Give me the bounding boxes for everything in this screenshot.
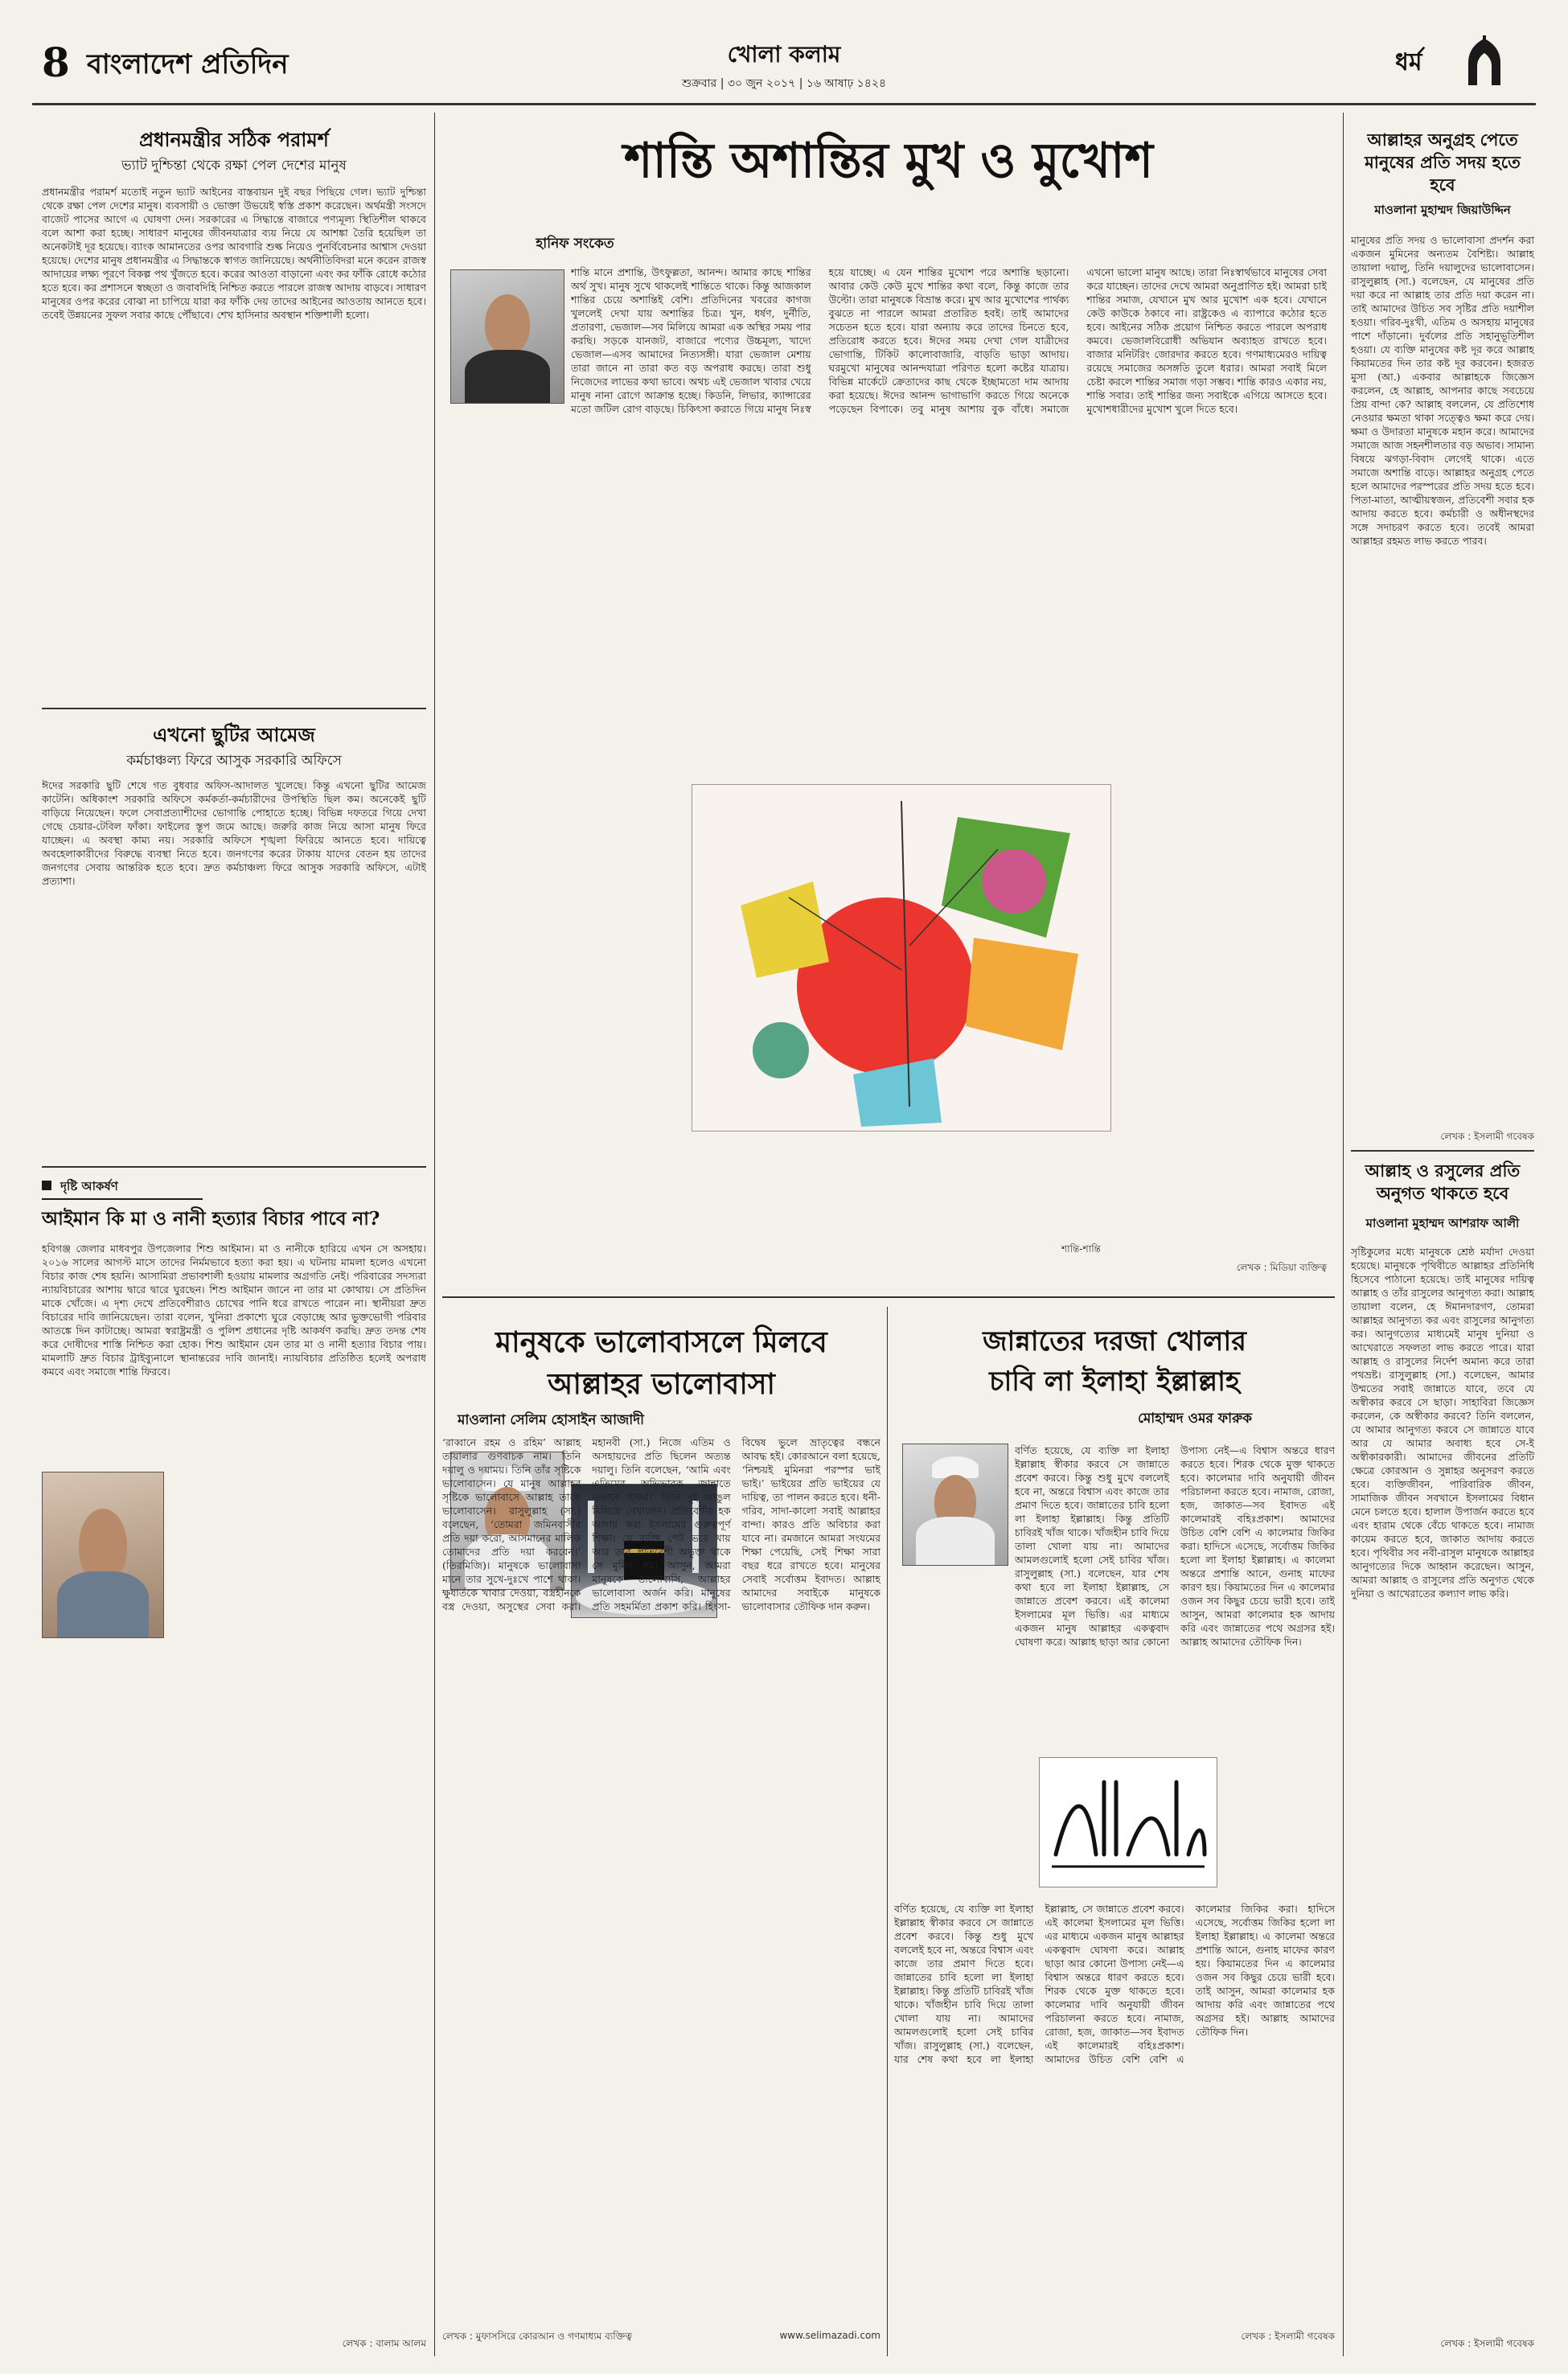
section-divider: [42, 1166, 426, 1168]
section-divider: [1351, 1150, 1534, 1152]
section-name: খোলা কলাম: [727, 41, 841, 68]
article-credit: লেখক : মুফাসসিরে কোরআন ও গণমাধ্যম ব্যক্তিত্ব: [442, 2331, 632, 2342]
feature-body: শান্তি মানে প্রশান্তি, উৎফুল্লতা, আনন্দ। আমার কাছে শান্তির অর্থ সুখ। মানুষ সুখে থাকলেই শান্তিতে থাকে। কিন্তু আজকাল শান্তির চেয়ে অশান্তিই বেশি। প্রতিদিনের খবরের কাগজ খুললেই দেখা যায় অশান্তির চিত্র। খুন, ধর্ষণ, দুর্নীতি, প্রতারণা, ভেজাল—সব মিলিয়ে আমরা এক অস্থির সময় পার করছি। সড়কে যানজট, বাজারে পণ্যের উচ্চমূল্য, খাদ্যে ভেজাল—এসব আমাদের নিত্যসঙ্গী। যারা ভেজাল মেশায় তারা জানে না তারা কত বড় অপরাধ করছে। তারা শুধু নিজেদের লাভের কথা ভাবে। অথচ এই ভেজাল খাবার খেয়ে মানুষ নানা রোগে আক্রান্ত হচ্ছে। কিডনি, লিভার, ক্যান্সারের মতো জটিল রোগ বাড়ছে। চিকিৎসা করাতে গিয়ে মানুষ নিঃস্ব হয়ে যাচ্ছে। এ যেন শান্তির মুখোশ পরে অশান্তি ছড়ানো। আবার কেউ কেউ মুখে শান্তির কথা বলে, কিন্তু কাজে তার উল্টো। তারা মানুষকে বিভ্রান্ত করে। মুখ আর মুখোশের পার্থক্য বুঝতে না পারলে আমরা প্রতারিত হবই। তাই আমাদের সচেতন হতে হবে। যারা অন্যায় করে তাদের চিনতে হবে, প্রতিরোধ করতে হবে। ঈদের সময় দেখা গেল যাত্রীদের ভোগান্তি, টিকিট কালোবাজারি, বাড়তি ভাড়া আদায়। ঘরমুখো মানুষের আনন্দযাত্রা পরিণত হলো কষ্টের যাত্রায়। বিভিন্ন মার্কেটে ক্রেতাদের কাছ থেকে ইচ্ছামতো দাম আদায় করা হয়েছে। ঈদের আনন্দ ভাগাভাগি করতে গিয়ে অনেকে পড়েছেন বিপাকে। তবু মানুষ আশায় বুক বাঁধে। সমাজে এখনো ভালো মানুষ আছে। তারা নিঃস্বার্থভাবে মানুষের সেবা করে যাচ্ছেন। তাদের দেখে আমরা অনুপ্রাণিত হই। আমরা চাই শান্তির সমাজ, যেখানে মুখ আর মুখোশ এক হবে। যেখানে কেউ কাউকে ঠকাবে না। রাষ্ট্রকেও এ ব্যাপারে কঠোর হতে হবে। আইনের সঠিক প্রয়োগ নিশ্চিত করতে পারলে অপরাধ কমবে। ভেজালবিরোধী অভিযান অব্যাহত রাখতে হবে। বাজার মনিটরিং জোরদার করতে হবে। গণমাধ্যমেরও দায়িত্ব রয়েছে সমাজের অসঙ্গতি তুলে ধরার। আমরা সবাই মিলে চেষ্টা করলে শান্তির সমাজ গড়া সম্ভব। শান্তি কারও একার নয়, শান্তি সবার। তাই শান্তির জন্য সবাইকে এগিয়ে আসতে হবে। মুখোশধারীদের মুখোশ খুলে দিতে হবে।: [571, 266, 1327, 415]
author-photo: [902, 1444, 1008, 1566]
article-credit: লেখক : ইসলামী গবেষক: [1440, 2338, 1534, 2349]
article-headline: আইমান কি মা ও নানী হত্যার বিচার পাবে না?: [42, 1208, 380, 1230]
left-column: [42, 121, 426, 2356]
article-headline: চাবি লা ইলাহা ইল্লাল্লাহ: [989, 1366, 1240, 1398]
kalima-article: [894, 1307, 1335, 2356]
right-column-divider: [1343, 113, 1344, 2356]
article-credit: লেখক : ইসলামী গবেষক: [1440, 1131, 1534, 1142]
kicker-text: দৃষ্টি আকর্ষণ: [60, 1179, 118, 1193]
article-headline: আল্লাহ ও রসুলের প্রতি অনুগত থাকতে হবে: [1365, 1160, 1521, 1203]
masthead-rule: [32, 103, 1536, 105]
article-headline: এখনো ছুটির আমেজ: [153, 723, 315, 746]
article-body: বর্ণিত হয়েছে, যে ব্যক্তি লা ইলাহা ইল্লাল্লাহ স্বীকার করবে সে জান্নাতে প্রবেশ করবে। কিন্তু শুধু মুখে বললেই হবে না, অন্তরে বিশ্বাস এবং কাজে তার প্রমাণ দিতে হবে। জান্নাতের চাবি হলো লা ইলাহা ইল্লাল্লাহ। কিন্তু প্রতিটি চাবিরই খাঁজ থাকে। খাঁজহীন চাবি দিয়ে তালা খোলা যায় না। আমাদের আমলগুলোই হলো সেই চাবির খাঁজ। রাসুলুল্লাহ (সা.) বলেছেন, যার শেষ কথা হবে লা ইলাহা ইল্লাল্লাহ, সে জান্নাতে প্রবেশ করবে। এই কালেমা ইসলামের মূল ভিত্তি। এর মাধ্যমে একজন মানুষ আল্লাহর একত্ববাদ ঘোষণা করে। আল্লাহ ছাড়া আর কোনো উপাস্য নেই—এ বিশ্বাস অন্তরে ধারণ করতে হবে। শিরক থেকে মুক্ত থাকতে হবে। কালেমার দাবি অনুযায়ী জীবন পরিচালনা করতে হবে। নামাজ, রোজা, হজ, জাকাত—সব ইবাদত এই কালেমারই বহিঃপ্রকাশ। আমাদের উচিত বেশি বেশি এ কালেমার জিকির করা। হাদিসে এসেছে, সর্বোত্তম জিকির হলো লা ইলাহা ইল্লাল্লাহ। এ কালেমা অন্তরে প্রশান্তি আনে, গুনাহ মাফের কারণ হয়। কিয়ামতের দিন এ কালেমার ওজন সব কিছুর চেয়ে ভারী হবে। তাই আসুন, আমরা কালেমার হক আদায় করি এবং জান্নাতের পথে অগ্রসর হই। আল্লাহ আমাদের তৌফিক দিন।: [1015, 1444, 1335, 1648]
right-column: [1351, 121, 1534, 2356]
article-author: মাওলানা মুহাম্মদ আশরাফ আলী: [1365, 1216, 1520, 1230]
article-headline: আল্লাহর অনুগ্রহ পেতে মানুষের প্রতি সদয় হতে হবে: [1365, 129, 1521, 195]
article-headline: আল্লাহর ভালোবাসা: [548, 1367, 775, 1401]
bottom-articles-divider: [887, 1307, 888, 2356]
left-column-divider: [434, 113, 435, 2356]
article-author: মোহাম্মদ ওমর ফারুক: [1137, 1411, 1253, 1427]
mosque-icon: [1462, 35, 1507, 87]
article-body-text: বর্ণিত হয়েছে, যে ব্যক্তি লা ইলাহা ইল্লাল্লাহ স্বীকার করবে সে জান্নাতে প্রবেশ করবে। কিন্তু শুধু মুখে বললেই হবে না, অন্তরে বিশ্বাস এবং কাজে তার প্রমাণ দিতে হবে। জান্নাতের চাবি হলো লা ইলাহা ইল্লাল্লাহ। কিন্তু প্রতিটি চাবিরই খাঁজ থাকে। খাঁজহীন চাবি দিয়ে তালা খোলা যায় না। আমাদের আমলগুলোই হলো সেই চাবির খাঁজ। রাসুলুল্লাহ (সা.) বলেছেন, যার শেষ কথা হবে লা ইলাহা ইল্লাল্লাহ, সে জান্নাতে প্রবেশ করবে। এই কালেমা ইসলামের মূল ভিত্তি। এর মাধ্যমে একজন মানুষ আল্লাহর একত্ববাদ ঘোষণা করে। আল্লাহ ছাড়া আর কোনো উপাস্য নেই—এ বিশ্বাস অন্তরে ধারণ করতে হবে। শিরক থেকে মুক্ত থাকতে হবে। কালেমার দাবি অনুযায়ী জীবন পরিচালনা করতে হবে। নামাজ, রোজা, হজ, জাকাত—সব ইবাদত এই কালেমারই বহিঃপ্রকাশ। আমাদের উচিত বেশি বেশি এ কালেমার জিকির করা। হাদিসে এসেছে, সর্বোত্তম জিকির হলো লা ইলাহা ইল্লাল্লাহ। এ কালেমা অন্তরে প্রশান্তি আনে, গুনাহ মাফের কারণ হয়। কিয়ামতের দিন এ কালেমার ওজন সব কিছুর চেয়ে ভারী হবে। তাই আসুন, আমরা কালেমার হক আদায় করি এবং জান্নাতের পথে অগ্রসর হই। আল্লাহ আমাদের তৌফিক দিন।: [894, 1903, 1335, 2065]
article-body: প্রধানমন্ত্রীর পরামর্শ মতোই নতুন ভ্যাট আইনের বাস্তবায়ন দুই বছর পিছিয়ে গেল। ভ্যাট দুশ্চিন্তা থেকে রক্ষা পেল দেশের মানুষ। ব্যবসায়ী ও ভোক্তা উভয়েই স্বস্তি প্রকাশ করেছেন। অর্থমন্ত্রী সংসদে বাজেট পাসের আগে এ ঘোষণা দেন। সরকারের এ সিদ্ধান্তে বাজারে পণ্যমূল্য স্থিতিশীল থাকবে বলে আশা করা হচ্ছে। সাধারণ মানুষের জীবনযাত্রার ব্যয় নিয়ে যে আশঙ্কা তৈরি হয়েছিল তা অনেকটাই দূর হয়েছে। ব্যাংক আমানতের ওপর আবগারি শুল্ক নিয়েও পুনর্বিবেচনার আশ্বাস দেওয়া হয়েছে। দেশের মানুষ প্রধানমন্ত্রীর এ সিদ্ধান্তকে স্বাগত জানিয়েছে। অর্থনীতিবিদরা মনে করেন রাজস্ব আদায়ের লক্ষ্য পূরণে বিকল্প পথ খুঁজতে হবে। করের আওতা বাড়ানো এবং কর ফাঁকি রোধে কঠোর হতে হবে। কর প্রশাসনে স্বচ্ছতা ও জবাবদিহি নিশ্চিত করতে পারলে রাজস্ব আদায় বাড়বে। সাধারণ মানুষের ওপর করের বোঝা না চাপিয়ে যারা কর ফাঁকি দেয় তাদের আইনের আওতায় আনতে হবে। তবেই উন্নয়নের সুফল সবার কাছে পৌঁছাবে। শেখ হাসিনার অবস্থান শক্তিশালী হলো।: [42, 186, 426, 321]
author-photo: [450, 269, 564, 404]
article-author: মাওলানা মুহাম্মদ জিয়াউদ্দিন: [1374, 203, 1511, 217]
article-headline: জান্নাতের দরজা খোলার: [983, 1325, 1246, 1357]
kicker-label: [42, 1177, 203, 1200]
masthead: [0, 0, 1568, 121]
article-body-continued: [894, 1902, 1335, 2320]
article-credit: লেখক : বালাম আলম: [342, 2338, 426, 2349]
article-body: ‘রাব্বানে রহম ও রহিম’ আল্লাহ তায়ালার গুণবাচক নাম। তিনি দয়ালু ও দয়াময়। তিনি তাঁর সৃষ্টিকে ভালোবাসেন। যে মানুষ আল্লাহর সৃষ্টিকে ভালোবাসে আল্লাহ তাকে ভালোবাসেন। রাসুলুল্লাহ (সা.) বলেছেন, ‘তোমরা জমিনবাসীর প্রতি দয়া করো, আসমানের মালিক তোমাদের প্রতি দয়া করবেন।’ (তিরমিজি)। মানুষকে ভালোবাসা মানে তার সুখে-দুঃখে পাশে থাকা। ক্ষুধার্তকে খাবার দেওয়া, বস্ত্রহীনকে বস্ত্র দেওয়া, অসুস্থের সেবা করা। মহানবী (সা.) নিজে এতিম ও অসহায়দের প্রতি ছিলেন অত্যন্ত দয়ালু। তিনি বলেছেন, ‘আমি এবং এতিমের অভিভাবক জান্নাতে এভাবে থাকব।’ তিনি দুই আঙুল মিলিয়ে দেখালেন। প্রতিবেশীর হক আদায় করা ইসলামের গুরুত্বপূর্ণ শিক্ষা। যে ব্যক্তি পেট ভরে খায় আর তার প্রতিবেশী অভুক্ত থাকে সে মুমিন নয়। আসুন, আমরা মানুষকে ভালোবাসি, আল্লাহর ভালোবাসা অর্জন করি। মানুষের প্রতি সহমর্মিতা প্রকাশ করি। হিংসা-বিদ্বেষ ভুলে ভ্রাতৃত্বের বন্ধনে আবদ্ধ হই। কোরআনে বলা হয়েছে, ‘নিশ্চয়ই মুমিনরা পরস্পর ভাই ভাই।’ ভাইয়ের প্রতি ভাইয়ের যে দায়িত্ব, তা পালন করতে হবে। ধনী-গরিব, সাদা-কালো সবাই আল্লাহর বান্দা। কারও প্রতি অবিচার করা যাবে না। রমজানে আমরা সংযমের শিক্ষা পেয়েছি, সেই শিক্ষা সারা বছর ধরে রাখতে হবে। মানুষের সেবাই সর্বোত্তম ইবাদত। আল্লাহ আমাদের সবাইকে মানুষকে ভালোবাসার তৌফিক দান করুন।: [442, 1436, 880, 1612]
feature-author: হানিফ সংকেত: [536, 236, 614, 252]
calligraphy-image: [1039, 1757, 1217, 1887]
article-website: www.selimazadi.com: [779, 2330, 880, 2341]
center-horizontal-divider: [442, 1296, 1335, 1298]
article-body: মানুষের প্রতি সদয় ও ভালোবাসা প্রদর্শন করা একজন মুমিনের অন্যতম বৈশিষ্ট্য। আল্লাহ তায়ালা দয়ালু, তিনি দয়ালুদের ভালোবাসেন। রাসুলুল্লাহ (সা.) বলেছেন, যে মানুষের প্রতি দয়া করে না আল্লাহ তার প্রতি দয়া করেন না। তাই আমাদের উচিত সব সৃষ্টির প্রতি দয়াশীল হওয়া। গরিব-দুঃখী, এতিম ও অসহায় মানুষের পাশে দাঁড়ানো। দুর্বলের প্রতি সহানুভূতিশীল হওয়া। যে ব্যক্তি মানুষের কষ্ট দূর করে আল্লাহ কিয়ামতের দিন তার কষ্ট দূর করবেন। হজরত মুসা (আ.) একবার আল্লাহকে জিজ্ঞেস করলেন, হে আল্লাহ, আপনার কাছে সবচেয়ে প্রিয় বান্দা কে? আল্লাহ বললেন, যে প্রতিশোধ নেওয়ার ক্ষমতা থাকা সত্ত্বেও ক্ষমা করে দেয়। ক্ষমা ও উদারতা মানুষকে মহান করে। আমাদের সমাজে আজ সহনশীলতার বড় অভাব। সামান্য বিষয়ে ঝগড়া-বিবাদ লেগেই থাকে। এতে সমাজে অশান্তি বাড়ে। আল্লাহর অনুগ্রহ পেতে হলে আমাদের পরস্পরের প্রতি সদয় হতে হবে। পিতা-মাতা, আত্মীয়স্বজন, প্রতিবেশী সবার হক আদায় করতে হবে। কর্মচারী ও অধীনস্থদের সঙ্গে সদাচরণ করতে হবে। তবেই আমরা আল্লাহর রহমত লাভ করতে পারব।: [1351, 234, 1534, 547]
article-body: সৃষ্টিকুলের মধ্যে মানুষকে শ্রেষ্ঠ মর্যাদা দেওয়া হয়েছে। মানুষকে পৃথিবীতে আল্লাহর প্রতিনিধি হিসেবে পাঠানো হয়েছে। তাই মানুষের দায়িত্ব আল্লাহ ও তাঁর রাসুলের আনুগত্য করা। আল্লাহ তায়ালা বলেন, হে ঈমানদারগণ, তোমরা আল্লাহর আনুগত্য কর এবং রাসুলের আনুগত্য কর। আনুগত্যের মাধ্যমেই মানুষ দুনিয়া ও আখেরাতে সফলতা লাভ করতে পারে। যারা আল্লাহ ও রাসুলের নির্দেশ অমান্য করে তারা পথভ্রষ্ট। রাসুলুল্লাহ (সা.) বলেছেন, আমার উম্মতের সবাই জান্নাতে যাবে, তবে যে অস্বীকার করবে সে ছাড়া। সাহাবিরা জিজ্ঞেস করলেন, কে অস্বীকার করবে? তিনি বললেন, যে আমার আনুগত্য করবে সে জান্নাতে যাবে আর যে আমার অবাধ্য হবে সে-ই অস্বীকারকারী। আমাদের জীবনের প্রতিটি ক্ষেত্রে কোরআন ও সুন্নাহর অনুসরণ করতে হবে। ব্যক্তিজীবন, পারিবারিক জীবন, সামাজিক জীবন সবখানে ইসলামের বিধান মেনে চলতে হবে। হালাল উপার্জন করতে হবে এবং হারাম থেকে বেঁচে থাকতে হবে। নামাজ কায়েম করতে হবে, জাকাত আদায় করতে হবে। পৃথিবীর সব নবী-রাসুল মানুষকে আল্লাহর আনুগত্যের দিকে আহ্বান করেছেন। আসুন, আমরা আল্লাহ ও রাসুলের প্রতি অনুগত থেকে দুনিয়া ও আখেরাতের কল্যাণ লাভ করি।: [1351, 1246, 1534, 1600]
kicker-icon: [42, 1181, 51, 1190]
article-headline: প্রধানমন্ত্রীর সঠিক পরামর্শ: [139, 128, 329, 151]
article-subhead: ভ্যাট দুশ্চিন্তা থেকে রক্ষা পেল দেশের মানুষ: [121, 158, 347, 174]
section-divider: [42, 708, 426, 709]
floral-illustration: [692, 784, 1111, 1132]
feature-headline: শান্তি অশান্তির মুখ ও মুখোশ: [624, 133, 1153, 189]
article-body: হবিগঞ্জ জেলার মাধবপুর উপজেলার শিশু আইমান। মা ও নানীকে হারিয়ে এখন সে অসহায়। ২০১৬ সালের আগস্ট মাসে তাদের নির্মমভাবে হত্যা করা হয়। এ ঘটনায় মামলা হলেও এখনো বিচার কাজ শেষ হয়নি। আসামিরা প্রভাবশালী হওয়ায় মামলার অগ্রগতি নেই। পরিবারের সদস্যরা ন্যায়বিচারের আশায় দ্বারে দ্বারে ঘুরছেন। শিশু আইমান জানে না তার মা কোথায়। সে প্রতিদিন মাকে খোঁজে। এ দৃশ্য দেখে প্রতিবেশীরাও চোখের পানি ধরে রাখতে পারেন না। স্থানীয়রা দ্রুত বিচারের দাবি জানিয়েছেন। তারা বলেন, খুনিরা প্রকাশ্যে ঘুরে বেড়াচ্ছে আর ভুক্তভোগী পরিবার আতঙ্কে দিন কাটাচ্ছে। আমরা স্বরাষ্ট্রমন্ত্রী ও পুলিশ প্রধানের দৃষ্টি আকর্ষণ করছি। দ্রুত তদন্ত শেষ করে দোষীদের শাস্তি নিশ্চিত করা হোক। শিশু আইমান যেন তার মা ও নানী হত্যার বিচার পায়। মামলাটি দ্রুত বিচার ট্রাইব্যুনালে স্থানান্তরের দাবি জানাই। ন্যায়বিচার প্রতিষ্ঠিত হলেই অপরাধ কমবে এবং সমাজে শান্তি ফিরবে।: [42, 1242, 426, 1378]
child-photo: [42, 1472, 164, 1638]
article-author: মাওলানা সেলিম হোসাইন আজাদী: [457, 1412, 645, 1428]
feature-closing: শান্তি-শান্তি: [1061, 1243, 1101, 1255]
date-line: শুক্রবার | ৩০ জুন ২০১৭ | ১৬ আষাঢ় ১৪২৪: [681, 77, 887, 90]
main-feature: [442, 121, 1335, 1295]
feature-credit: লেখক : মিডিয়া ব্যক্তিত্ব: [1236, 1262, 1327, 1273]
article-body: ঈদের সরকারি ছুটি শেষে গত বুধবার অফিস-আদালত খুলেছে। কিন্তু এখনো ছুটির আমেজ কাটেনি। অধিকাংশ সরকারি অফিসে কর্মকর্তা-কর্মচারীদের উপস্থিতি ছিল কম। অনেকেই ছুটি বাড়িয়ে নিয়েছেন। ফলে সেবাপ্রত্যাশীদের ভোগান্তি পোহাতে হচ্ছে। বিভিন্ন দফতরে গিয়ে দেখা গেছে চেয়ার-টেবিল ফাঁকা। ফাইলের স্তূপ জমে আছে। জরুরি কাজ নিয়ে আসা মানুষ ফিরে যাচ্ছেন। এ অবস্থা কাম্য নয়। সরকারি অফিসে শৃঙ্খলা ফিরিয়ে আনতে হবে। দায়িত্বে অবহেলাকারীদের বিরুদ্ধে ব্যবস্থা নিতে হবে। জনগণের করের টাকায় যাদের বেতন হয় তাদের জনগণের সেবায় আন্তরিক হতে হবে। দ্রুত কর্মচাঞ্চল্য ফিরে আসুক সরকারি অফিসে, এটাই প্রত্যাশা।: [42, 779, 426, 887]
article-subhead: কর্মচাঞ্চল্য ফিরে আসুক সরকারি অফিসে: [126, 753, 342, 769]
article-credit: লেখক : ইসলামী গবেষক: [1241, 2331, 1335, 2342]
section-label-religion: ধর্ম: [1395, 48, 1422, 76]
bottom-center-article: [442, 1307, 880, 2356]
paper-name: বাংলাদেশ প্রতিদিন: [87, 48, 289, 80]
article-headline: মানুষকে ভালোবাসলে মিলবে: [495, 1325, 827, 1359]
page-number: 8: [42, 39, 70, 86]
